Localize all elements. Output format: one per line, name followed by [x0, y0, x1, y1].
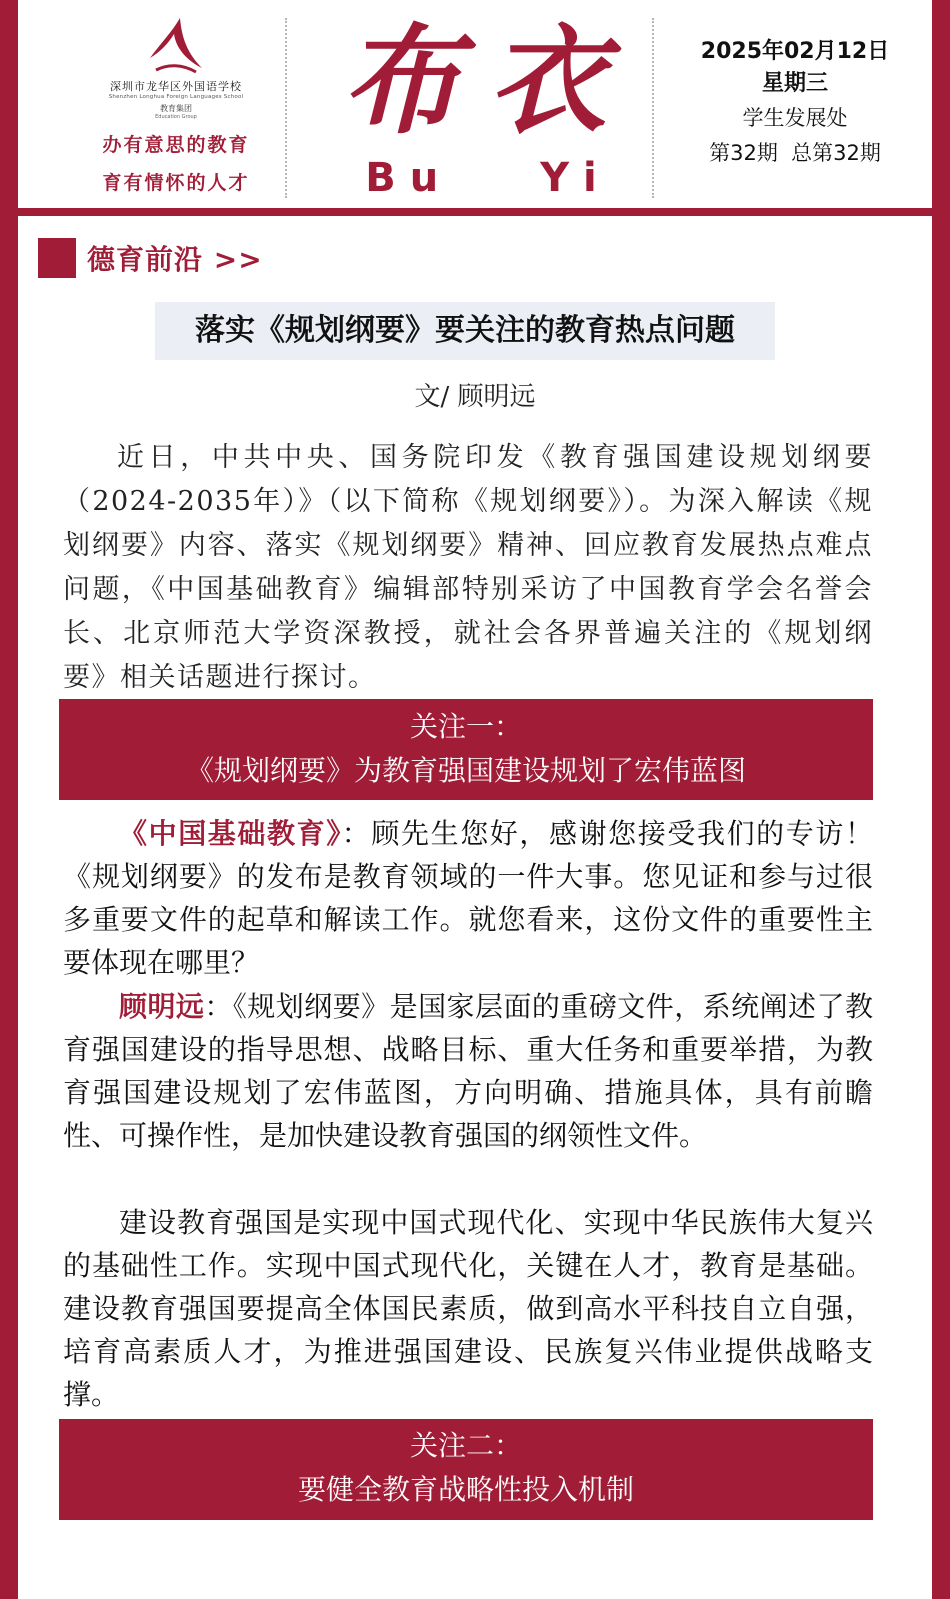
newspaper-title — [318, 6, 658, 206]
school-name-en: Shenzhen Longhua Foreign Languages School — [108, 94, 244, 100]
motto-line-1: 办有意思的教育 — [102, 134, 250, 156]
article-title: 落实《规划纲要》要关注的教育热点问题 — [155, 302, 775, 360]
focus-1-subheading: 《规划纲要》为教育强国建设规划了宏伟蓝图 — [185, 754, 746, 787]
question-text: ：顾先生您好，感谢您接受我们的专访！《规划纲要》的发布是教育领域的一件大事。您见证和参与过很多重要文件的起草和解读工作。就您看来，这份文件的重要性主要体现在哪里？ — [63, 817, 873, 979]
article-intro: 近日，中共中央、国务院印发《教育强国建设规划纲要（2024-2035年）》（以下简称《规划纲要》）。为深入解读《规划纲要》内容、落实《规划纲要》精神、回应教育发展热点难点问题，《中国基础教育》编辑部特别采访了中国教育学会名誉会长、北京师范大学资深教授，就社会各界普遍关注的《规划纲要》相关话题进行探讨。 — [63, 442, 873, 693]
motto — [76, 126, 276, 202]
answer-speaker: 顾明远 — [119, 990, 205, 1023]
right-border-bar — [932, 0, 950, 1599]
article-byline: 文/ 顾明远 — [414, 382, 536, 412]
section-label: 德育前沿 >> — [87, 243, 263, 276]
issue-meta — [690, 36, 900, 170]
focus-1-heading: 关注一： — [409, 710, 522, 743]
masthead-divider-left — [285, 18, 287, 198]
motto-line-2: 育有情怀的人才 — [102, 172, 250, 194]
school-logo-block — [76, 14, 276, 204]
section-tag — [38, 238, 263, 278]
question-speaker: 《中国基础教育》 — [119, 817, 342, 850]
focus-2-subheading: 要健全教育战略性投入机制 — [297, 1473, 634, 1506]
issue-date: 2025年02月12日 — [700, 39, 890, 64]
focus-2-heading: 关注二： — [409, 1429, 522, 1462]
answer-paragraph: 建设教育强国是实现中国式现代化、实现中华民族伟大复兴的基础性工作。实现中国式现代化，关键在人才，教育是基础。建设教育强国要提高全体国民素质，做到高水平科技自立自强，培育高素质人才，为推进强国建设、民族复兴伟业提供战略支撑。 — [63, 1206, 873, 1411]
answer-1-paragraph-2 — [63, 1201, 873, 1416]
answer-1 — [63, 985, 873, 1157]
issue-weekday: 星期三 — [761, 71, 828, 96]
section-square-icon — [38, 238, 76, 278]
left-border-bar — [0, 0, 18, 1599]
masthead — [18, 0, 932, 212]
focus-2-banner — [59, 1419, 873, 1520]
issue-department: 学生发展处 — [742, 106, 848, 130]
title-english: Bu Yi — [365, 155, 611, 201]
group-name-en: Education Group — [155, 114, 197, 120]
masthead-divider-right — [652, 18, 654, 198]
masthead-bottom-rule — [0, 208, 950, 216]
focus-1-banner — [59, 699, 873, 800]
answer-text: ：《规划纲要》是国家层面的重磅文件，系统阐述了教育强国建设的指导思想、战略目标、重大任务和重要举措，为教育强国建设规划了宏伟蓝图，方向明确、措施具体，具有前瞻性、可操作性，是加快建设教育强国的纲领性文件。 — [63, 990, 873, 1152]
school-name: 深圳市龙华区外国语学校 — [110, 80, 242, 93]
title-chinese: 布衣 — [341, 11, 634, 150]
group-name: 教育集团 — [160, 104, 192, 113]
question-1 — [63, 812, 873, 984]
school-logo-icon — [146, 14, 206, 76]
issue-number: 第32期 总第32期 — [709, 141, 881, 165]
